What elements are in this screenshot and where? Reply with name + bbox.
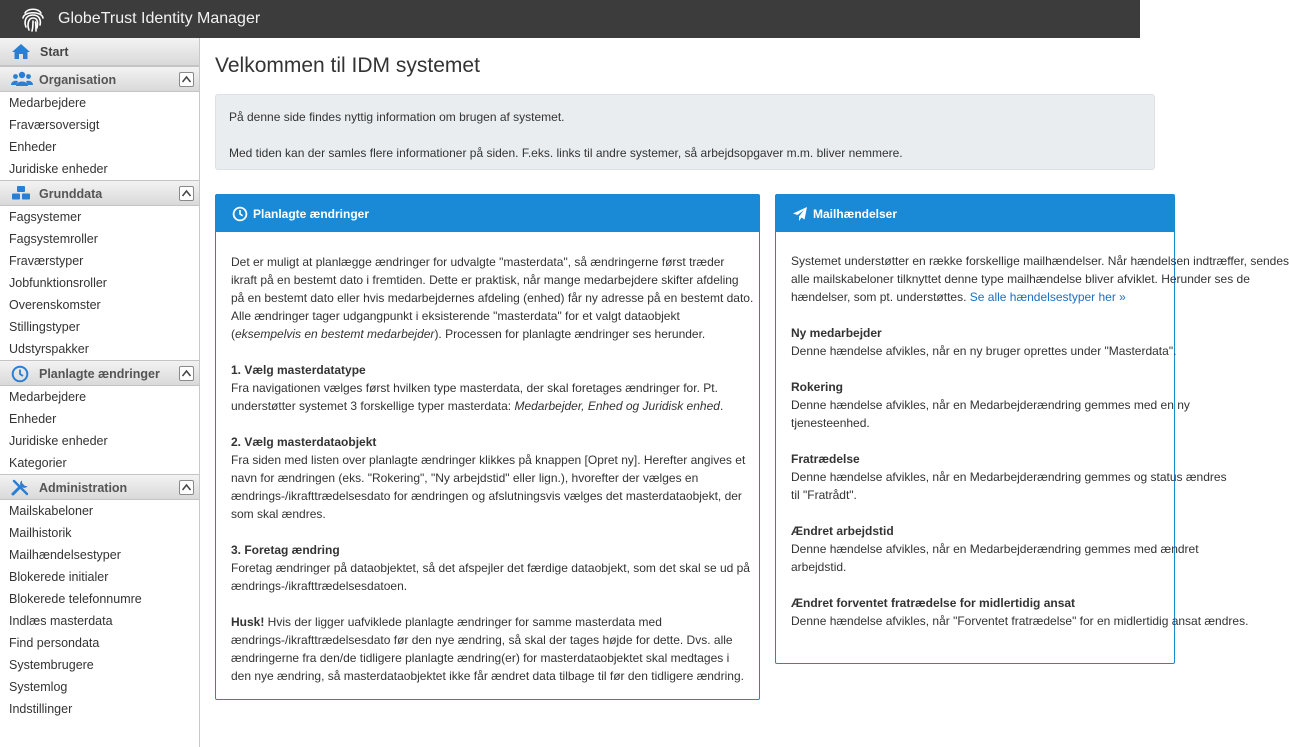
home-icon — [11, 43, 31, 60]
sidebar-item-systemlog[interactable]: Systemlog — [9, 680, 68, 694]
sidebar-start[interactable] — [0, 38, 199, 66]
sidebar-item-mailhistorik[interactable]: Mailhistorik — [9, 526, 72, 540]
text-line: Denne hændelse afvikles, når en Medarbejderændring gemmes med en ny — [791, 398, 1190, 412]
sidebar-item-indstillinger[interactable]: Indstillinger — [9, 702, 73, 716]
sidebar-item-blokerede-telefonnumre[interactable]: Blokerede telefonnumre — [9, 592, 142, 606]
chevron-up-icon — [182, 484, 191, 491]
panel-header — [216, 195, 759, 232]
collapse-button[interactable] — [179, 72, 194, 87]
intro-paragraph — [231, 253, 754, 343]
clock-icon — [232, 206, 248, 222]
text-line: Denne hændelse afvikles, når en ny bruger oprettes under "Masterdata". — [791, 344, 1177, 358]
text-line: ændringerne fra den/de tidligere planlagte ændring(er) for masterdataobjektet skal medtages i — [231, 651, 730, 665]
text-line: ikraft på en bestemt dato i fremtiden. Dette er praktisk, når mange medarbejdere skifter afdeling — [231, 273, 739, 287]
sidebar-item-jobfunktionsroller[interactable]: Jobfunktionsroller — [9, 276, 107, 290]
note-label: Husk! — [231, 615, 265, 629]
sidebar-item-fagsystemer[interactable]: Fagsystemer — [9, 210, 82, 224]
sidebar-item-blokerede-initialer[interactable]: Blokerede initialer — [9, 570, 109, 584]
event-item — [791, 324, 1177, 360]
text-line: Det er muligt at planlægge ændringer for udvalgte "masterdata", så ændringerne først træder — [231, 255, 725, 269]
text-fragment: Hvis der ligger uafviklede planlagte ændringer for samme masterdata med — [264, 615, 662, 629]
see-all-event-types-link[interactable]: Se alle hændelsestyper her » — [969, 290, 1126, 304]
fingerprint-icon — [20, 5, 46, 33]
sidebar-item-planned-medarbejdere[interactable]: Medarbejdere — [9, 390, 87, 404]
sidebar-item-udstyrspakker[interactable]: Udstyrspakker — [9, 342, 89, 356]
text-line: Fra navigationen vælges først hvilken type masterdata, der skal foretages ændringer for. Pt. — [231, 381, 718, 395]
sidebar-section-administration[interactable] — [0, 474, 199, 500]
step-3 — [231, 541, 750, 595]
sidebar-item-systembrugere[interactable]: Systembrugere — [9, 658, 94, 672]
text-line: Denne hændelse afvikles, når "Forventet fratrædelse" for en midlertidig ansat ændres. — [791, 614, 1249, 628]
tools-icon — [11, 479, 29, 497]
text-line: ændrings-/ikrafttrædelsesdato før den nye ændring, så skal der tages højde for dette. Dvs. alle — [231, 633, 733, 647]
event-item — [791, 450, 1227, 504]
text-emphasis: eksempelvis en bestemt medarbejder — [235, 327, 435, 341]
sidebar-section-organisation[interactable] — [0, 66, 199, 92]
text-fragment: ). Processen for planlagte ændringer ses herunder. — [434, 327, 706, 341]
info-line: På denne side findes nyttig information om brugen af systemet. — [229, 110, 565, 124]
sidebar-item-stillingstyper[interactable]: Stillingstyper — [9, 320, 80, 334]
step-title: 1. Vælg masterdatatype — [231, 363, 366, 377]
chevron-up-icon — [182, 370, 191, 377]
panel-body — [776, 232, 1289, 630]
sidebar-section-grunddata[interactable] — [0, 180, 199, 206]
sidebar-item-enheder[interactable]: Enheder — [9, 140, 57, 154]
text-line: på en bestemt dato eller hvis medarbejdernes afdeling (enhed) får ny adresse på en bestemt dato. — [231, 291, 754, 305]
event-item — [791, 594, 1249, 630]
text-line: til "Fratrådt". — [791, 488, 857, 502]
app-header — [0, 0, 1140, 38]
text-line — [231, 397, 744, 415]
step-title: 2. Vælg masterdataobjekt — [231, 435, 377, 449]
collapse-button[interactable] — [179, 480, 194, 495]
text-line: ændrings-/ikrafttrædelsesdatoen. — [231, 579, 408, 593]
step-title: 3. Foretag ændring — [231, 543, 340, 557]
sidebar-item-juridiske-enheder[interactable]: Juridiske enheder — [9, 162, 108, 176]
collapse-button[interactable] — [179, 366, 194, 381]
sidebar-item-find-persondata[interactable]: Find persondata — [9, 636, 100, 650]
text-line: Denne hændelse afvikles, når en Medarbejderændring gemmes og status ændres — [791, 470, 1227, 484]
sidebar-item-mailhaendelsestyper[interactable]: Mailhændelsestyper — [9, 548, 121, 562]
chevron-up-icon — [182, 76, 191, 83]
text-fragment: hændelser, som pt. understøttes. — [791, 290, 970, 304]
section-label: Administration — [39, 481, 128, 495]
sidebar-item-kategorier[interactable]: Kategorier — [9, 456, 67, 470]
sidebar-item-indlaes-masterdata[interactable]: Indlæs masterdata — [9, 614, 113, 628]
text-line — [231, 325, 744, 343]
sidebar-item-medarbejdere[interactable]: Medarbejdere — [9, 96, 87, 110]
event-title: Rokering — [791, 380, 844, 394]
text-line: Fra siden med listen over planlagte ændringer klikkes på knappen [Opret ny]. Herefter angives et — [231, 453, 746, 467]
sidebar-section-planlagte-aendringer[interactable] — [0, 360, 199, 386]
event-title: Ændret arbejdstid — [791, 524, 894, 538]
text-emphasis: Medarbejder, Enhed og Juridisk enhed — [514, 399, 720, 413]
sidebar-item-planned-juridiske-enheder[interactable]: Juridiske enheder — [9, 434, 108, 448]
text-line: den nye ændring, så masterdataobjektet ikke får ændret data tilbage til før den tidligere ændring. — [231, 669, 744, 683]
sidebar-item-fagsystemroller[interactable]: Fagsystemroller — [9, 232, 98, 246]
panel-body — [216, 232, 759, 685]
info-line: Med tiden kan der samles flere informationer på siden. F.eks. links til andre systemer, så arbejdsopgaver m.m. bliver nemmere. — [229, 146, 903, 160]
sidebar — [0, 38, 200, 747]
text-fragment: understøtter systemet 3 forskellige typer masterdata: — [231, 399, 515, 413]
planned-changes-panel — [215, 194, 760, 700]
text-line: alle mailskabeloner tilknyttet denne type mailhændelse bliver afviklet. Herunder ses de — [791, 272, 1250, 286]
sidebar-item-fravaerstyper[interactable]: Fraværstyper — [9, 254, 84, 268]
cubes-icon — [11, 185, 31, 201]
sidebar-item-overenskomster[interactable]: Overenskomster — [9, 298, 101, 312]
event-title: Ændret forventet fratrædelse for midlertidig ansat — [791, 596, 1076, 610]
chevron-up-icon — [182, 190, 191, 197]
event-item — [791, 378, 1190, 432]
text-line: tjenesteenhed. — [791, 416, 870, 430]
page-title: Velkommen til IDM systemet — [215, 54, 480, 77]
panel-header — [776, 195, 1174, 232]
text-line: som skal ændres. — [231, 507, 326, 521]
event-item — [791, 522, 1199, 576]
panel-title: Planlagte ændringer — [253, 207, 370, 221]
text-line: ændrings-/ikrafttrædelsesdato for ændringen og afslutningsvis vælges det masterdataobjekt, der — [231, 489, 742, 503]
text-line: navn for ændringen (eks. "Rokering", "Ny arbejdstid" eller lign.), hvorefter der vælges en — [231, 471, 699, 485]
intro-paragraph — [791, 252, 1289, 306]
paper-plane-icon — [792, 206, 808, 222]
text-line: Systemet understøtter en række forskellige mailhændelser. Når hændelsen indtræffer, sendes — [791, 254, 1289, 268]
panel-title: Mailhændelser — [813, 207, 898, 221]
event-title: Ny medarbejder — [791, 326, 882, 340]
section-label: Planlagte ændringer — [39, 367, 160, 381]
sidebar-item-fravaersoversigt[interactable]: Fraværsoversigt — [9, 118, 100, 132]
text-line: Foretag ændringer på dataobjektet, så det afspejler det færdige dataobjekt, som det skal se ud på — [231, 561, 750, 575]
text-line — [791, 288, 1159, 306]
clock-icon — [11, 365, 29, 383]
text-fragment: ( — [231, 327, 235, 341]
event-title: Fratrædelse — [791, 452, 860, 466]
mail-events-panel — [775, 194, 1289, 664]
app-title: GlobeTrust Identity Manager — [58, 10, 261, 27]
sidebar-item-mailskabeloner[interactable]: Mailskabeloner — [9, 504, 94, 518]
text-line — [231, 613, 744, 631]
step-2 — [231, 433, 744, 523]
text-fragment: . — [719, 399, 724, 413]
text-line: arbejdstid. — [791, 560, 847, 574]
main-content — [200, 38, 1289, 747]
note — [231, 613, 744, 685]
text-line: Alle ændringer tager udgangpunkt i eksisterende "masterdata" for et valgt dataobjekt — [231, 309, 680, 323]
info-box — [215, 94, 1155, 170]
text-line: Denne hændelse afvikles, når en Medarbejderændring gemmes med ændret — [791, 542, 1199, 556]
sidebar-start-label: Start — [40, 45, 69, 59]
section-label: Organisation — [39, 73, 117, 87]
section-label: Grunddata — [39, 187, 103, 201]
step-1 — [231, 361, 744, 415]
users-icon — [11, 71, 33, 87]
collapse-button[interactable] — [179, 186, 194, 201]
sidebar-item-planned-enheder[interactable]: Enheder — [9, 412, 57, 426]
